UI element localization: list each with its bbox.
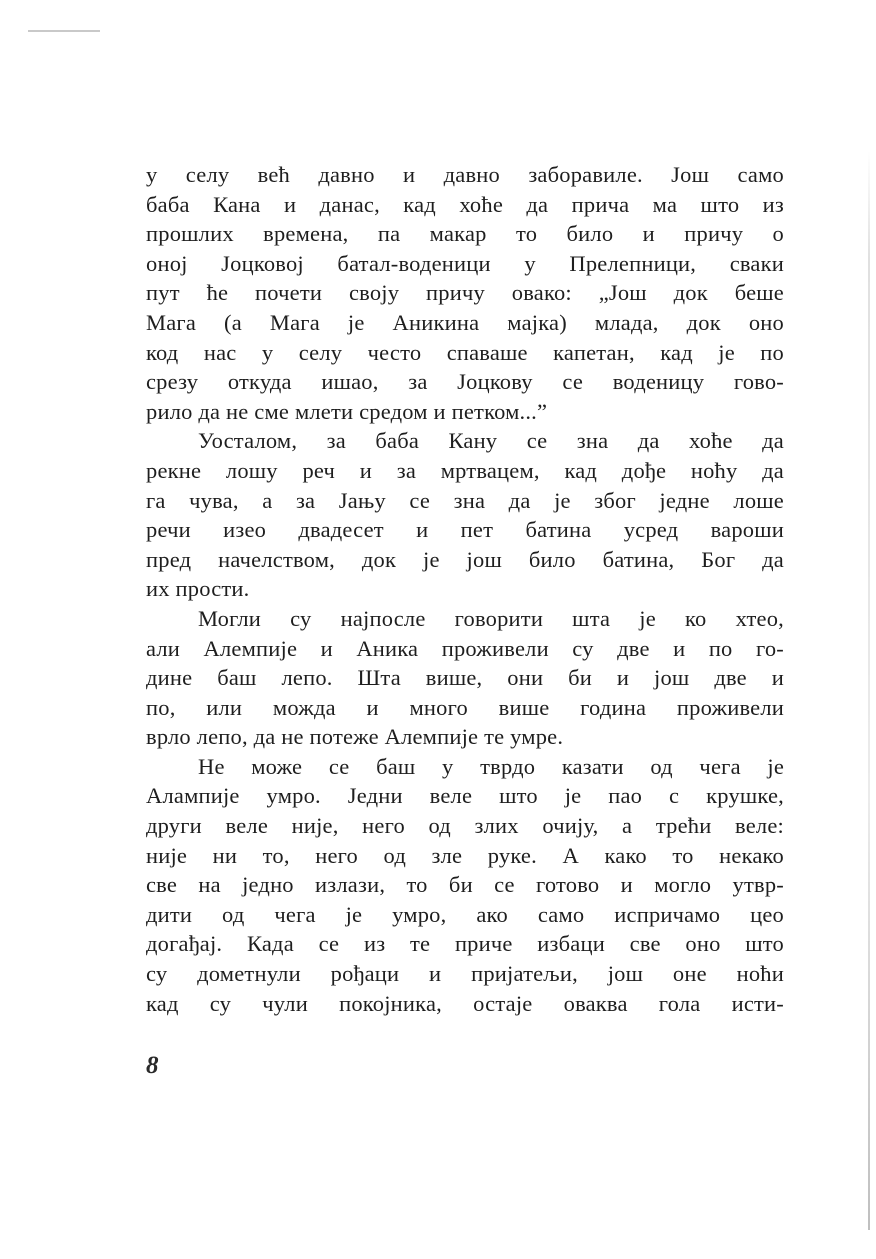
text-line: пут ће почети своју причу овако: „Још док беше xyxy=(146,280,784,306)
text-line: врло лепо, да не потеже Алемпије те умре. xyxy=(146,724,564,750)
scan-mark xyxy=(28,30,100,32)
text-line: Мага (а Мага је Аникина мајка) млада, док оно xyxy=(146,309,784,335)
paragraph-2 xyxy=(146,426,784,604)
text-line: Уосталом, за баба Кану се зна да хоће да xyxy=(198,428,784,454)
text-line: дине баш лепо. Шта више, они би и још две и xyxy=(146,665,784,691)
text-line: Алампије умро. Једни веле што је пао с крушке, xyxy=(146,783,784,809)
text-line: није ни то, него од зле руке. А како то некако xyxy=(146,842,784,868)
paragraph-4 xyxy=(146,752,784,1018)
text-line: оној Јоцковој батал-воденици у Прелепници, сваки xyxy=(146,250,784,276)
paragraph-1 xyxy=(146,160,784,426)
text-line: кад су чули покојника, остаје оваква гола исти- xyxy=(146,990,784,1016)
text-line: рило да не сме млети средом и петком...” xyxy=(146,398,548,424)
text-line: прошлих времена, па макар то било и причу о xyxy=(146,221,784,247)
text-line: срезу откуда ишао, за Јоцкову се воденицу гово- xyxy=(146,369,784,395)
text-line: рекне лошу реч и за мртвацем, кад дође ноћу да xyxy=(146,457,784,483)
text-line: Не може се баш у тврдо казати од чега је xyxy=(198,753,784,779)
text-line: али Алемпије и Аника проживели су две и по го- xyxy=(146,635,784,661)
text-line: други веле није, него од злих очију, а трећи веле: xyxy=(146,813,784,839)
text-line: баба Кана и данас, кад хоће да прича ма што из xyxy=(146,191,784,217)
text-line: по, или можда и много више година проживели xyxy=(146,694,784,720)
text-line: код нас у селу често спаваше капетан, кад је по xyxy=(146,339,784,365)
paragraph-3 xyxy=(146,604,784,752)
text-line: их прости. xyxy=(146,576,250,602)
text-line: речи изео двадесет и пет батина усред вароши xyxy=(146,517,784,543)
page-number: 8 xyxy=(146,1052,159,1079)
text-line: догађај. Када се из те приче избаци све оно што xyxy=(146,931,784,957)
body-text xyxy=(146,160,784,1018)
text-line: у селу већ давно и давно заборавиле. Још само xyxy=(146,162,784,187)
text-line: Могли су најпосле говорити шта је ко хтео, xyxy=(198,605,784,631)
text-line: све на једно излази, то би се готово и могло утвр- xyxy=(146,872,784,898)
text-line: дити од чега је умро, ако само испричамо цео xyxy=(146,901,784,927)
page-edge-shadow xyxy=(868,150,870,1230)
text-line: су дометнули рођаци и пријатељи, још оне ноћи xyxy=(146,961,784,987)
text-line: пред начелством, док је још било батина, Бог да xyxy=(146,546,784,572)
text-line: га чува, а за Јању се зна да је због једне лоше xyxy=(146,487,784,513)
